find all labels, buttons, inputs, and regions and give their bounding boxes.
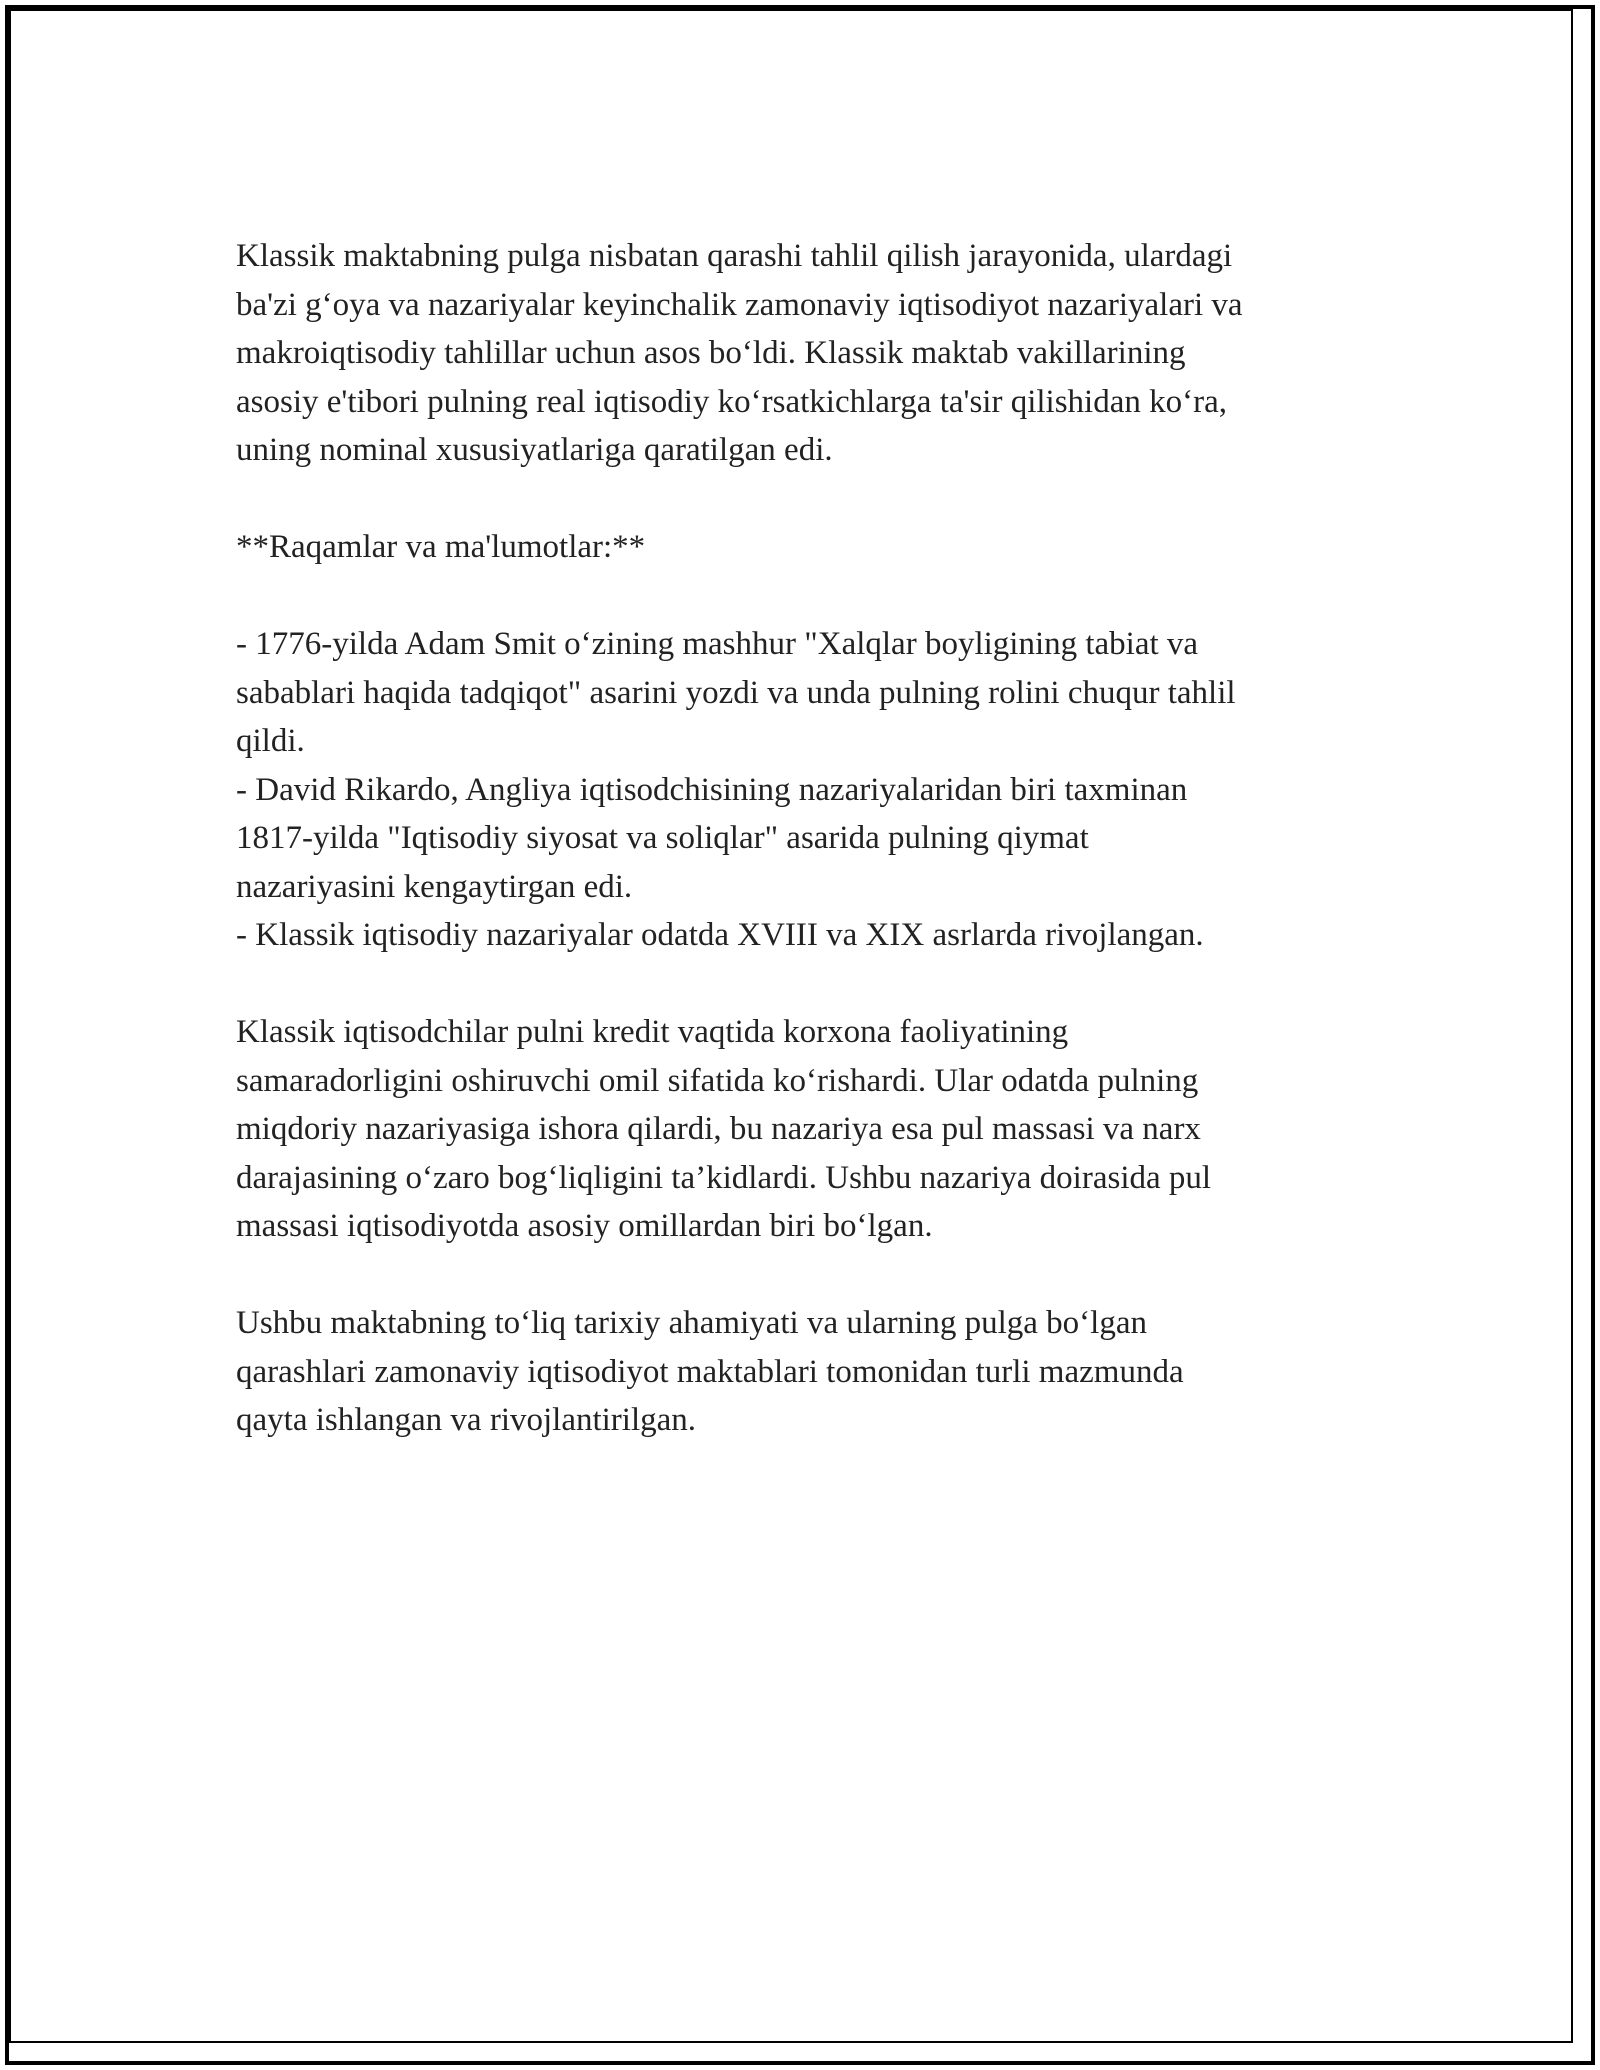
paragraph-conclusion: Ushbu maktabning to‘liq tarixiy ahamiyati va ularning pulga bo‘lgan qarashlari zamonaviy iqtisodiyot maktablari tomonidan turli mazmunda qayta ishlangan va rivojlantirilgan.	[236, 1305, 1184, 1438]
list-item: - 1776-yilda Adam Smit o‘zining mashhur "Xalqlar boyligining tabiat va sabablari haqida tadqiqot" asarini yozdi va unda pulning rolini chuqur tahlil qildi.	[236, 626, 1236, 759]
list-item: - Klassik iqtisodiy nazariyalar odatda XVIII va XIX asrlarda rivojlangan.	[236, 917, 1204, 953]
paragraph-intro: Klassik maktabning pulga nisbatan qarashi tahlil qilish jarayonida, ulardagi ba'zi g‘oya va nazariyalar keyinchalik zamonaviy iqtisodiyot nazariyalari va makroiqtisodiy tahlillar uchun asos bo‘ldi. Klassik maktab vakillarining asosiy e'tibori pulning real iqtisodiy ko‘rsatkichlarga ta'sir qilishidan ko‘ra, uning nominal xususiyatlariga qaratilgan edi.	[236, 238, 1243, 468]
document-body	[236, 232, 1386, 1493]
facts-list	[236, 620, 1386, 960]
section-heading: **Raqamlar va ma'lumotlar:**	[236, 529, 646, 565]
paragraph-classical: Klassik iqtisodchilar pulni kredit vaqtida korxona faoliyatining samaradorligini oshiruvchi omil sifatida ko‘rishardi. Ular odatda pulning miqdoriy nazariyasiga ishora qilardi, bu nazariya esa pul massasi va narx darajasining o‘zaro bog‘liqligini ta’kidlardi. Ushbu nazariya doirasida pul massasi iqtisodiyotda asosiy omillardan biri bo‘lgan.	[236, 1014, 1212, 1244]
list-item: - David Rikardo, Angliya iqtisodchisining nazariyalaridan biri taxminan 1817-yilda "Iqtisodiy siyosat va soliqlar" asarida pulning qiymat nazariyasini kengaytirgan edi.	[236, 771, 1188, 905]
